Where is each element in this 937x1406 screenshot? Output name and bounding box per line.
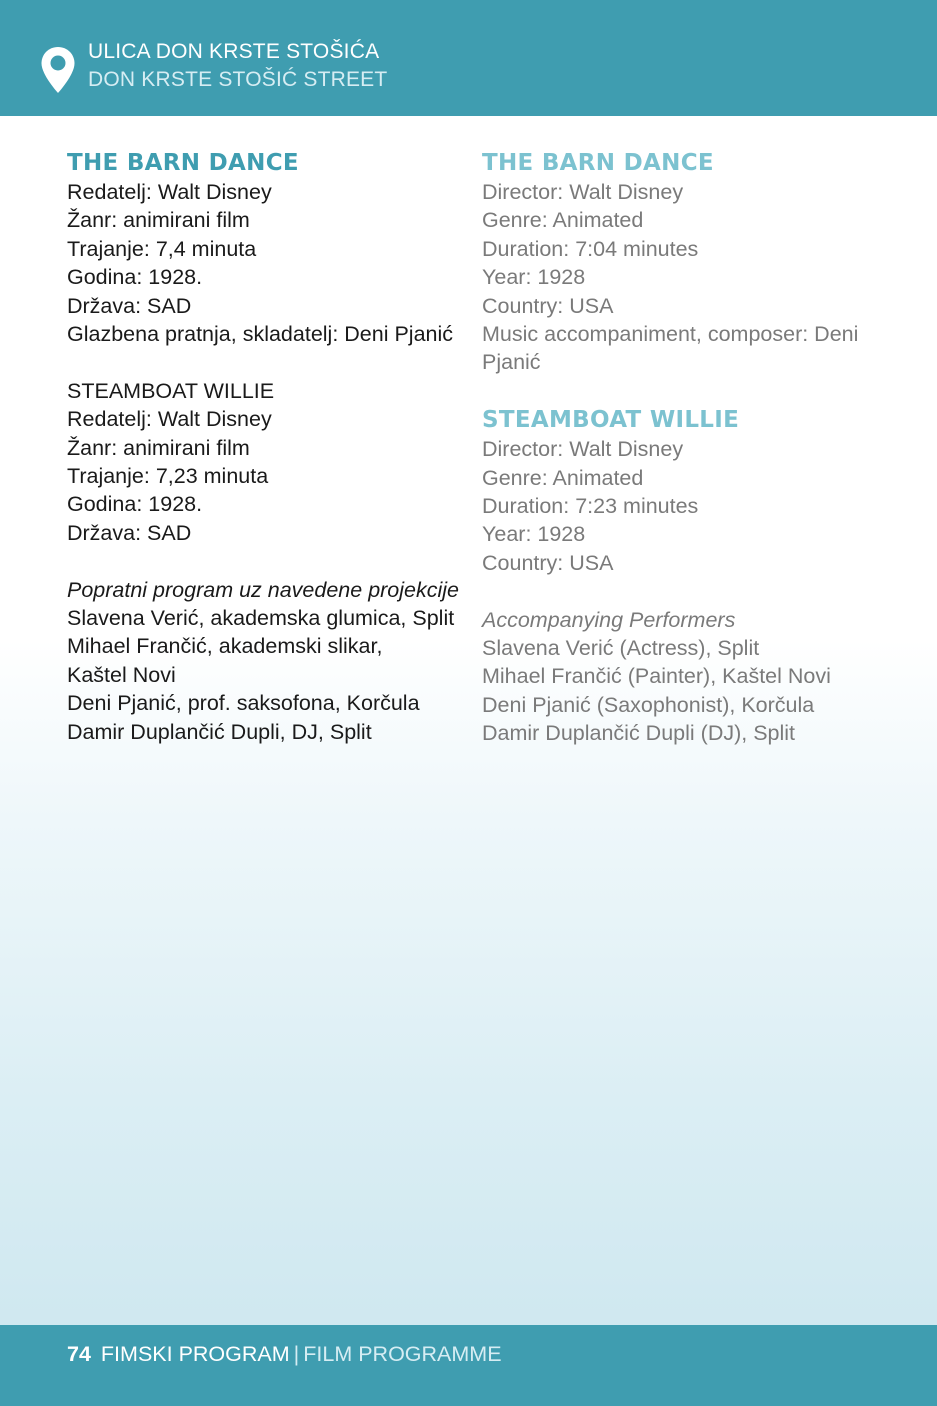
detail-line: Year: 1928 xyxy=(482,522,586,547)
detail-line: Director: Walt Disney xyxy=(482,180,684,204)
page-number: 74 xyxy=(67,1342,91,1366)
detail-line: Country: USA xyxy=(482,293,614,318)
location-subtitle: DON KRSTE STOŠIĆ STREET xyxy=(88,68,388,91)
english-column xyxy=(482,148,902,748)
detail-line: Redatelj: Walt Disney xyxy=(67,180,272,204)
detail-line: Država: SAD xyxy=(67,520,192,545)
performer-line: Mihael Frančić (Painter), Kaštel Novi xyxy=(482,664,831,689)
detail-line: Country: USA xyxy=(482,550,614,575)
detail-line: Duration: 7:04 minutes xyxy=(482,236,699,261)
performer-line: Slavena Verić (Actress), Split xyxy=(482,636,760,661)
detail-line: Director: Walt Disney xyxy=(482,437,684,462)
film-title-steamboat-willie-en: STEAMBOAT WILLIE xyxy=(482,407,740,434)
location-title: ULICA DON KRSTE STOŠIĆA xyxy=(88,40,380,63)
location-pin-icon xyxy=(40,46,76,94)
detail-line: Genre: Animated xyxy=(482,465,644,490)
detail-line: Žanr: animirani film xyxy=(67,208,250,233)
croatian-column xyxy=(67,148,467,746)
detail-line: Trajanje: 7,4 minuta xyxy=(67,236,257,261)
performers-heading-hr: Popratni program uz navedene projekcije xyxy=(67,577,460,602)
detail-line: Genre: Animated xyxy=(482,208,644,233)
detail-line: Država: SAD xyxy=(67,293,192,318)
film-title-barn-dance-hr: THE BARN DANCE xyxy=(67,150,299,176)
film-title-barn-dance-en: THE BARN DANCE xyxy=(482,150,714,176)
detail-line: Trajanje: 7,23 minuta xyxy=(67,464,269,489)
detail-line: Glazbena pratnja, skladatelj: Deni Pjanić xyxy=(67,322,454,347)
detail-line: Godina: 1928. xyxy=(67,265,203,290)
detail-line: Žanr: animirani film xyxy=(67,435,250,460)
header-bar xyxy=(0,0,937,116)
footer-program-hr: FIMSKI PROGRAM xyxy=(100,1342,290,1366)
footer xyxy=(67,1339,502,1369)
detail-line: Music accompaniment, composer: Deni Pjanić xyxy=(482,322,859,375)
footer-program-en: FILM PROGRAMME xyxy=(303,1342,502,1366)
performer-line: Damir Duplančić Dupli, DJ, Split xyxy=(67,719,372,744)
detail-line: Godina: 1928. xyxy=(67,492,203,517)
performer-line: Mihael Frančić, akademski slikar, Kaštel Novi xyxy=(67,634,383,687)
film-title-steamboat-willie-hr: STEAMBOAT WILLIE xyxy=(67,378,275,403)
detail-line: Year: 1928 xyxy=(482,265,586,290)
footer-separator: | xyxy=(293,1342,300,1366)
performer-line: Deni Pjanić (Saxophonist), Korčula xyxy=(482,692,815,717)
detail-line: Redatelj: Walt Disney xyxy=(67,407,272,432)
performer-line: Slavena Verić, akademska glumica, Split xyxy=(67,606,455,631)
detail-line: Duration: 7:23 minutes xyxy=(482,494,699,519)
performer-line: Damir Duplančić Dupli (DJ), Split xyxy=(482,721,796,746)
performer-line: Deni Pjanić, prof. saksofona, Korčula xyxy=(67,691,420,716)
performers-heading-en: Accompanying Performers xyxy=(482,607,736,632)
